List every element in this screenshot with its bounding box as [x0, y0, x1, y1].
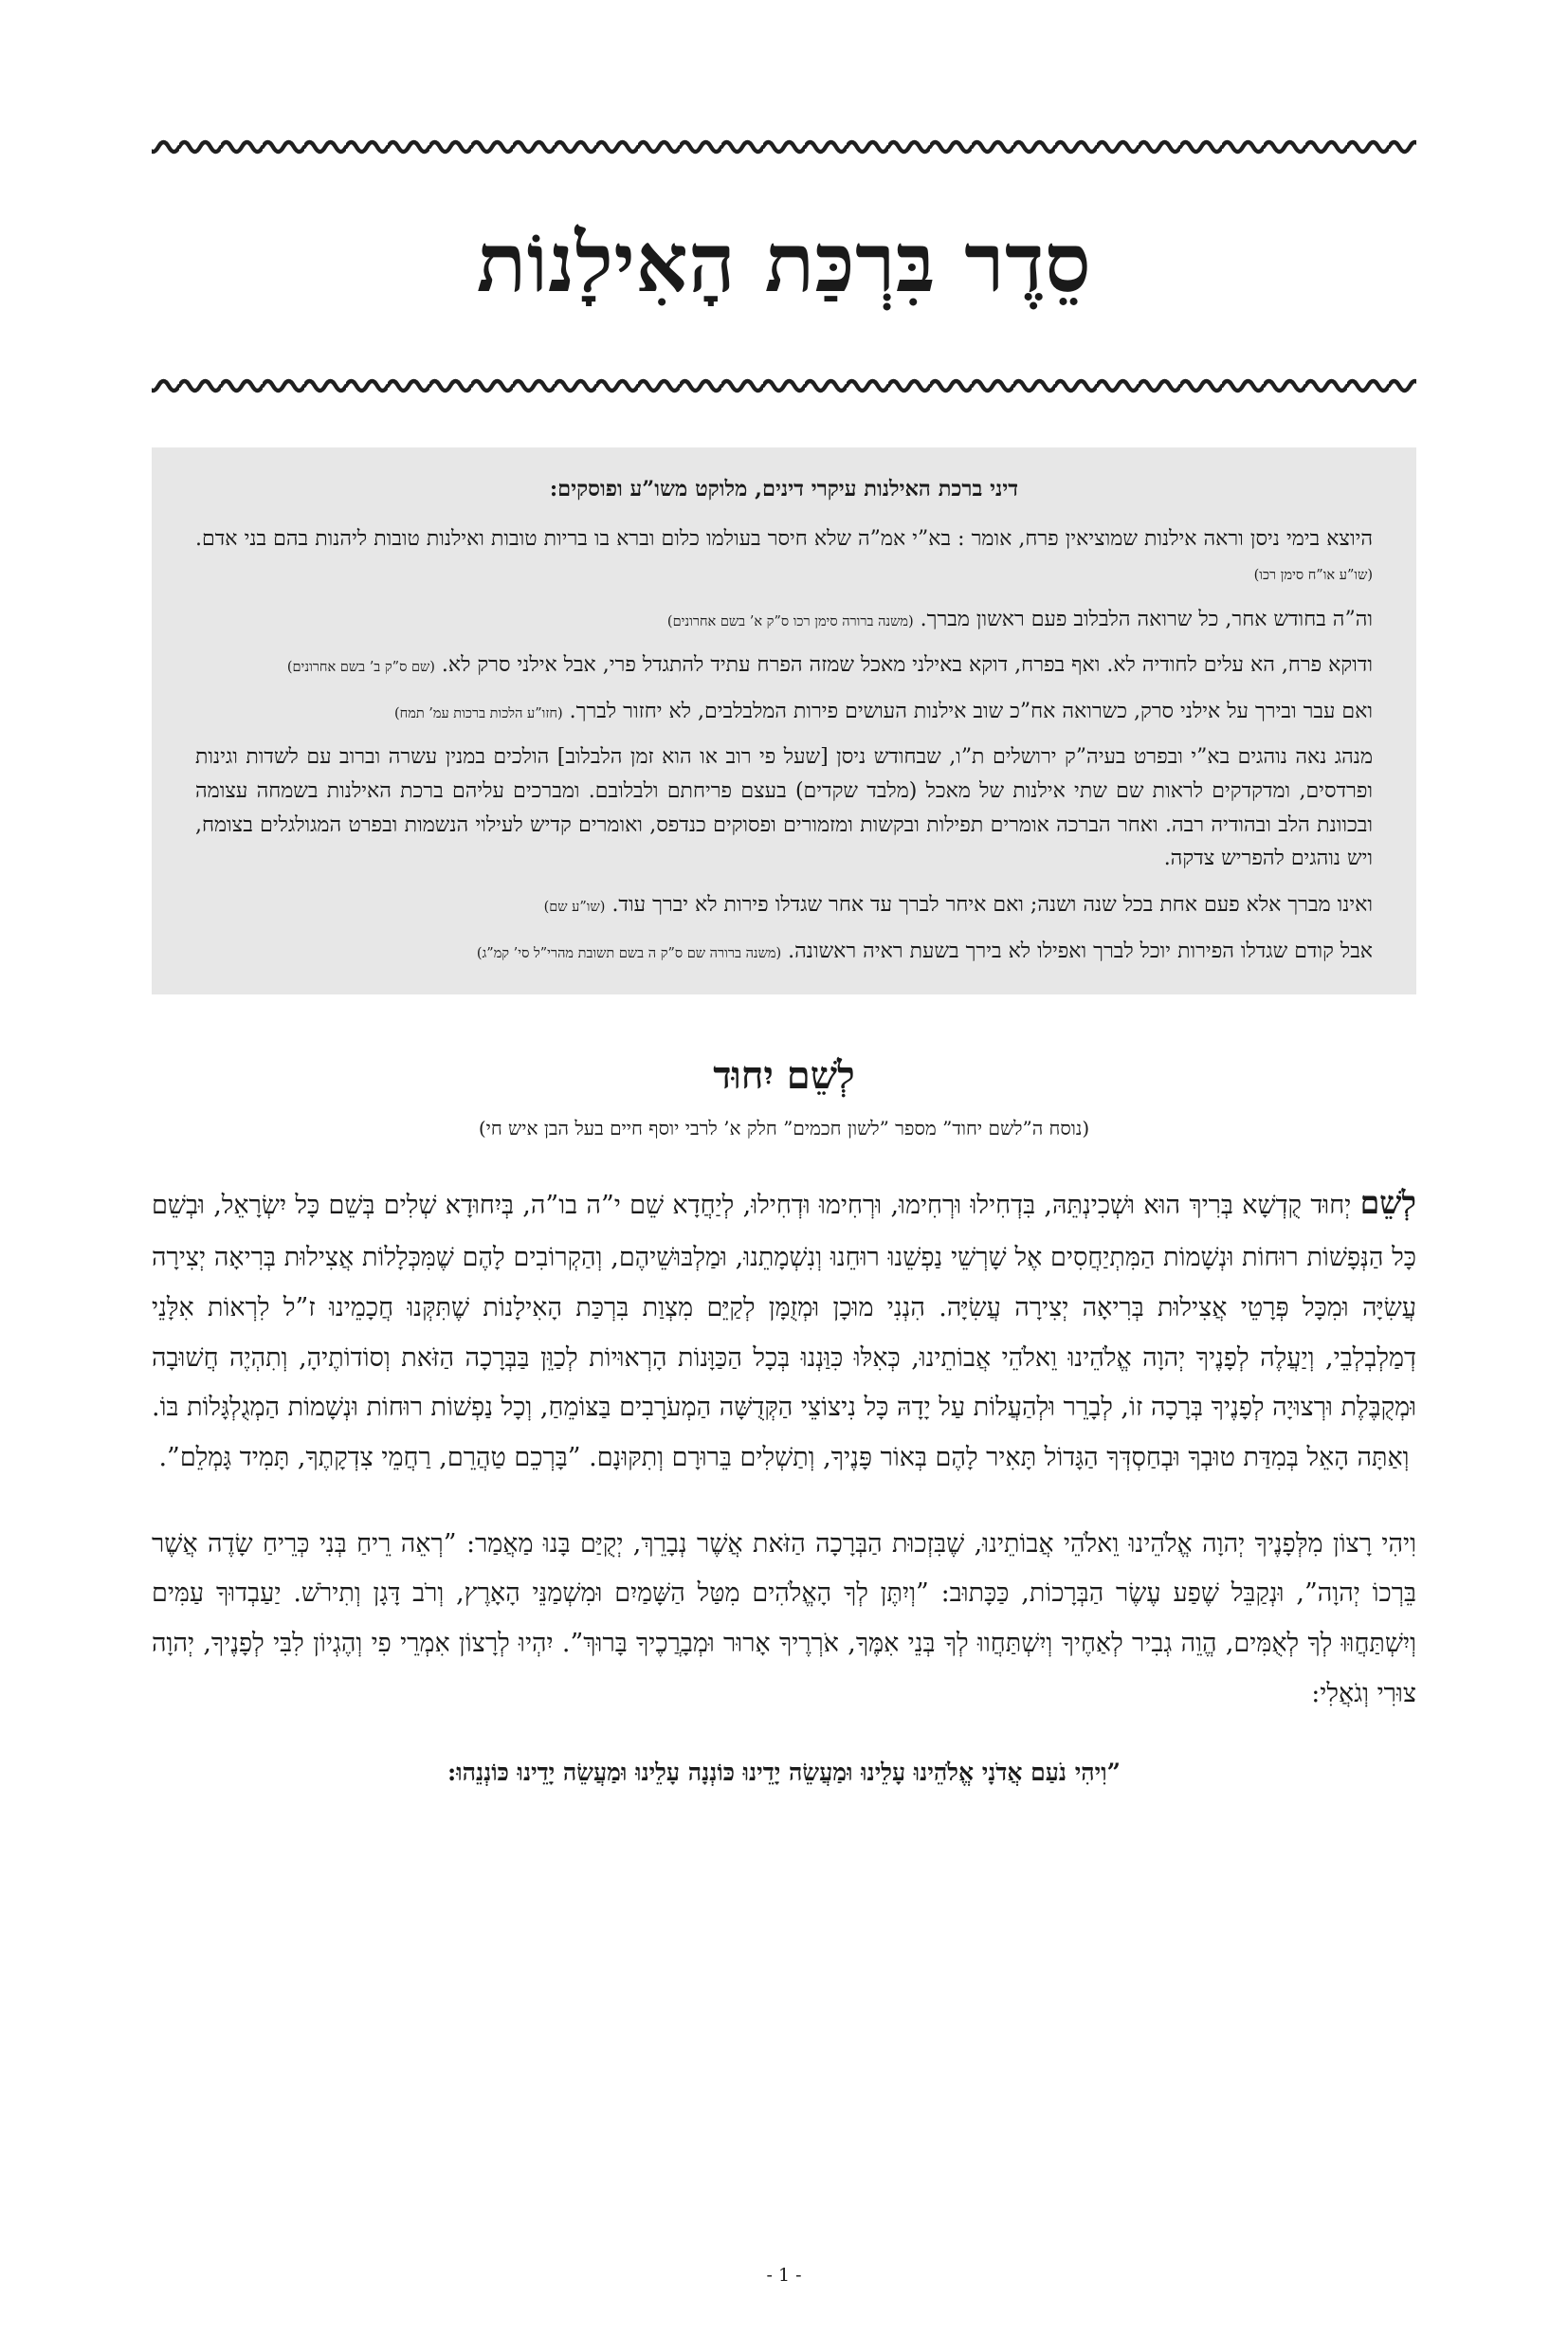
halacha-paragraph [195, 740, 1373, 876]
halacha-source-citation: (שם ס”ק ב’ בשם אחרונים) [286, 660, 435, 676]
halacha-paragraph [195, 935, 1373, 969]
page-title: סֵדֶר בִּרְכַּת הָאִילָנוֹת [476, 215, 1092, 311]
halacha-paragraph [195, 522, 1373, 590]
halacha-source-citation: (שו”ע שם) [543, 899, 606, 915]
decorative-wave-rule-top [152, 135, 1416, 159]
halacha-paragraph [195, 888, 1373, 922]
halacha-paragraph-text: אבל קודם שגדלו הפירות יוכל לברך ואפילו לא בירך בשעת ראיה ראשונה. [788, 939, 1373, 963]
halacha-box-heading: דיני ברכת האילנות עיקרי דינים, מלוקט משו”ע ופוסקים: [549, 476, 1019, 501]
prayer-paragraph-leshem-yichud [152, 1173, 1416, 1484]
title-block [152, 159, 1416, 374]
page-number: - 1 - [766, 2265, 802, 2286]
halacha-paragraph-text: היוצא בימי ניסן וראה אילנות שמוציאין פרח, אומר : בא”י אמ”ה שלא חיסר בעולמו כלום וברא בו בריות טובות ואילנות טובות ליהנות בהם בני אדם. [195, 527, 1373, 552]
halacha-paragraph [195, 695, 1373, 729]
halacha-paragraph [195, 603, 1373, 637]
prayer-paragraph-vihi-ratzon: וִיהִי רָצוֹן מִלְּפָנֶיךָ יְהוָה אֱלֹהֵינוּ וֵאלֹהֵי אֲבוֹתֵינוּ, שֶׁבִּזְכוּת הַבְּרָכָה הַזֹּאת אֲשֶׁר נְבָרֵךְ, יְקֻיַּם בָּנוּ מַאֲמַר: ”רְאֵה רֵיחַ בְּנִי כְּרֵיחַ שָׂדֶה אֲשֶׁר בֵּרְכוֹ יְהוָה”, וּנְקַבֵּל שֶׁפַע עֶשֶׂר הַבְּרָכוֹת, כַּכָּתוּב: ”וְיִתֶּן לְךָ הָאֱלֹהִים מִטַּל הַשָּׁמַיִם וּמִשְׁמַנֵּי הָאָרֶץ, וְרֹב דָּגָן וְתִירֹשׁ. יַעַבְדוּךָ עַמִּים וְיִשְׁתַּחֲוּוּ לְךָ לְאֻמִּים, הֱוֵה גְבִיר לְאַחֶיךָ וְיִשְׁתַּחֲווּ לְךָ בְּנֵי אִמֶּךָ, אֹרְרֶיךָ אָרוּר וּמְבָרֲכֶיךָ בָּרוּךְ”. יִהְיוּ לְרָצוֹן אִמְרֵי פִי וְהֶגְיוֹן לִבִּי לְפָנֶיךָ, יְהוָה צוּרִי וְגֹאֲלִי: [152, 1528, 1416, 1708]
closing-verse-vihi-noam: ”וִיהִי נֹעַם אֲדֹנָי אֱלֹהֵינוּ עָלֵינוּ וּמַעֲשֵׂה יָדֵינוּ כּוֹנְנָה עָלֵינוּ וּמַעֲשֵׂה יָדֵינוּ כּוֹנְנֵהוּ: [447, 1759, 1121, 1787]
halacha-source-citation: (חזו”ע הלכות ברכות עמ’ תמח) [394, 705, 563, 721]
halacha-source-citation: (משנה ברורה סימן רכו ס”ק א’ בשם אחרונים) [666, 613, 914, 629]
halacha-paragraph-text: ואם עבר ובירך על אילני סרק, כשרואה אח”כ שוב אילנות העושים פירות המלבלבים, לא יחזור לברך. [569, 699, 1373, 723]
prayer-body-text: יְחוּד קֻדְשָׁא בְּרִיךְ הוּא וּשְׁכִינְתֵּהּ, בִּדְחִילוּ וּרְחִימוּ, וּרְחִימוּ וּדְחִילוּ, לְיַחֲדָא שֵׁם י”ה בו”ה, בְּיִחוּדָא שְׁלִים בְּשֵׁם כָּל יִשְׂרָאֵל, וּבְשֵׁם כָּל הַנְּפָשׁוֹת רוּחוֹת וּנְשָׁמוֹת הַמִּתְיַחֲסִים אֶל שָׁרְשֵׁי נַפְשֵׁנוּ רוּחֵנוּ וְנִשְׁמָתֵנוּ, וּמַלְבּוּשֵׁיהֶם, וְהַקְרוֹבִים לָהֶם שֶׁמִּכְּלָלוֹת אֲצִילוּת בְּרִיאָה יְצִירָה עֲשִׂיָּה וּמִכָּל פְּרָטֵי אֲצִילוּת בְּרִיאָה יְצִירָה עֲשִׂיָּה. הִנְנִי מוּכָן וּמְזֻמָּן לְקַיֵּם מִצְוַת בִּרְכַּת הָאִילָנוֹת שֶׁתִּקְּנוּ חֲכָמֵינוּ ז”ל לִרְאוֹת אִלָּנֵי דְמַלְבְלְבֵי, וְיַעֲלֶה לְפָנֶיךָ יְהוָה אֱלֹהֵינוּ וֵאלֹהֵי אֲבוֹתֵינוּ, כְּאִלּוּ כִּוַּנְנוּ בְּכָל הַכַּוָּנוֹת הָרְאוּיוֹת לְכַוֵּן בַּבְּרָכָה הַזֹּאת וְסוֹדוֹתֶיהָ, וְתִהְיֶה חֲשׁוּבָה וּמְקֻבֶּלֶת וּרְצוּיָה לְפָנֶיךָ בְּרָכָה זוֹ, לְבָרֵר וּלְהַעֲלוֹת עַל יָדָהּ כָּל נִיצוֹצֵי הַקְּדֻשָּׁה הַמְעֹרָבִים בַּצּוֹמֵחַ, וְכָל נַפְשׁוֹת רוּחוֹת וּנְשָׁמוֹת הַמְגֻלְגָּלוֹת בּוֹ. וְאַתָּה הָאֵל בְּמִדַּת טוּבְךָ וּבְחַסְדְּךָ הַגָּדוֹל תָּאִיר לָהֶם בְּאוֹר פָּנֶיךָ, וְתַשְׁלִים בֵּרוּרָם וְתִקּוּנָם. ”בָּרְכֵם טַהֲרֵם, רַחֲמֵי צִדְקָתֶךָ, תָּמִיד גָּמְלֵם”. [152, 1191, 1416, 1473]
document-page [0, 135, 1568, 2352]
halacha-source-citation: (שו”ע או”ח סימן רכו) [1253, 567, 1373, 583]
section-heading-leshem-yichud: לְשֵׁם יִחוּד [713, 1053, 855, 1099]
halacha-paragraph-text: מנהג נאה נוהגים בא”י ובפרט בעיה”ק ירושלים ת”ו, שבחודש ניסן [שעל פי רוב או הוא זמן הלבלוב] הולכים במנין עשרה וברוב עם לשדות וגינות ופרדסים, ומדקדקים לראות שם שתי אילנות של מאכל (מלבד שקדים) בעצם פריחתם ולבלובם. ומברכים עליהם ברכת האילנות בשמחה עצומה ובכוונת הלב ובהודיה רבה. ואחר הברכה אומרים תפילות ובקשות ומזמורים ופסוקים כנדפס, ואומרים קדיש לעילוי הנשמות ובפרט המגולגלים בצומח, ויש נוהגים להפריש צדקה. [195, 745, 1373, 871]
halacha-paragraph [195, 648, 1373, 683]
prayer-lead-word: לְשֵׁם [1359, 1184, 1416, 1222]
halacha-source-citation: (משנה ברורה שם ס”ק ה בשם תשובת מהרי”ל סי’ קמ”ג) [476, 945, 782, 961]
section-subtitle-attribution: (נוסח ה”לשם יחוד” מספר ”לשון חכמים” חלק א’ לרבי יוסף חיים בעל הבן איש חי) [478, 1117, 1090, 1140]
decorative-wave-rule-bottom [152, 374, 1416, 398]
halacha-paragraph-text: ואינו מברך אלא פעם אחת בכל שנה ושנה; ואם איחר לברך עד אחר שגדלו פירות לא יברך עוד. [611, 892, 1373, 917]
halacha-paragraph-text: ודוקא פרח, הא עלים לחודיה לא. ואף בפרח, דוקא באילני מאכל שמזה הפרח עתיד להתגדל פרי, אבל אילני סרק לא. [441, 653, 1373, 678]
halacha-laws-box [152, 447, 1416, 995]
halacha-paragraph-text: וה”ה בחודש אחר, כל שרואה הלבלוב פעם ראשון מברך. [920, 607, 1373, 631]
